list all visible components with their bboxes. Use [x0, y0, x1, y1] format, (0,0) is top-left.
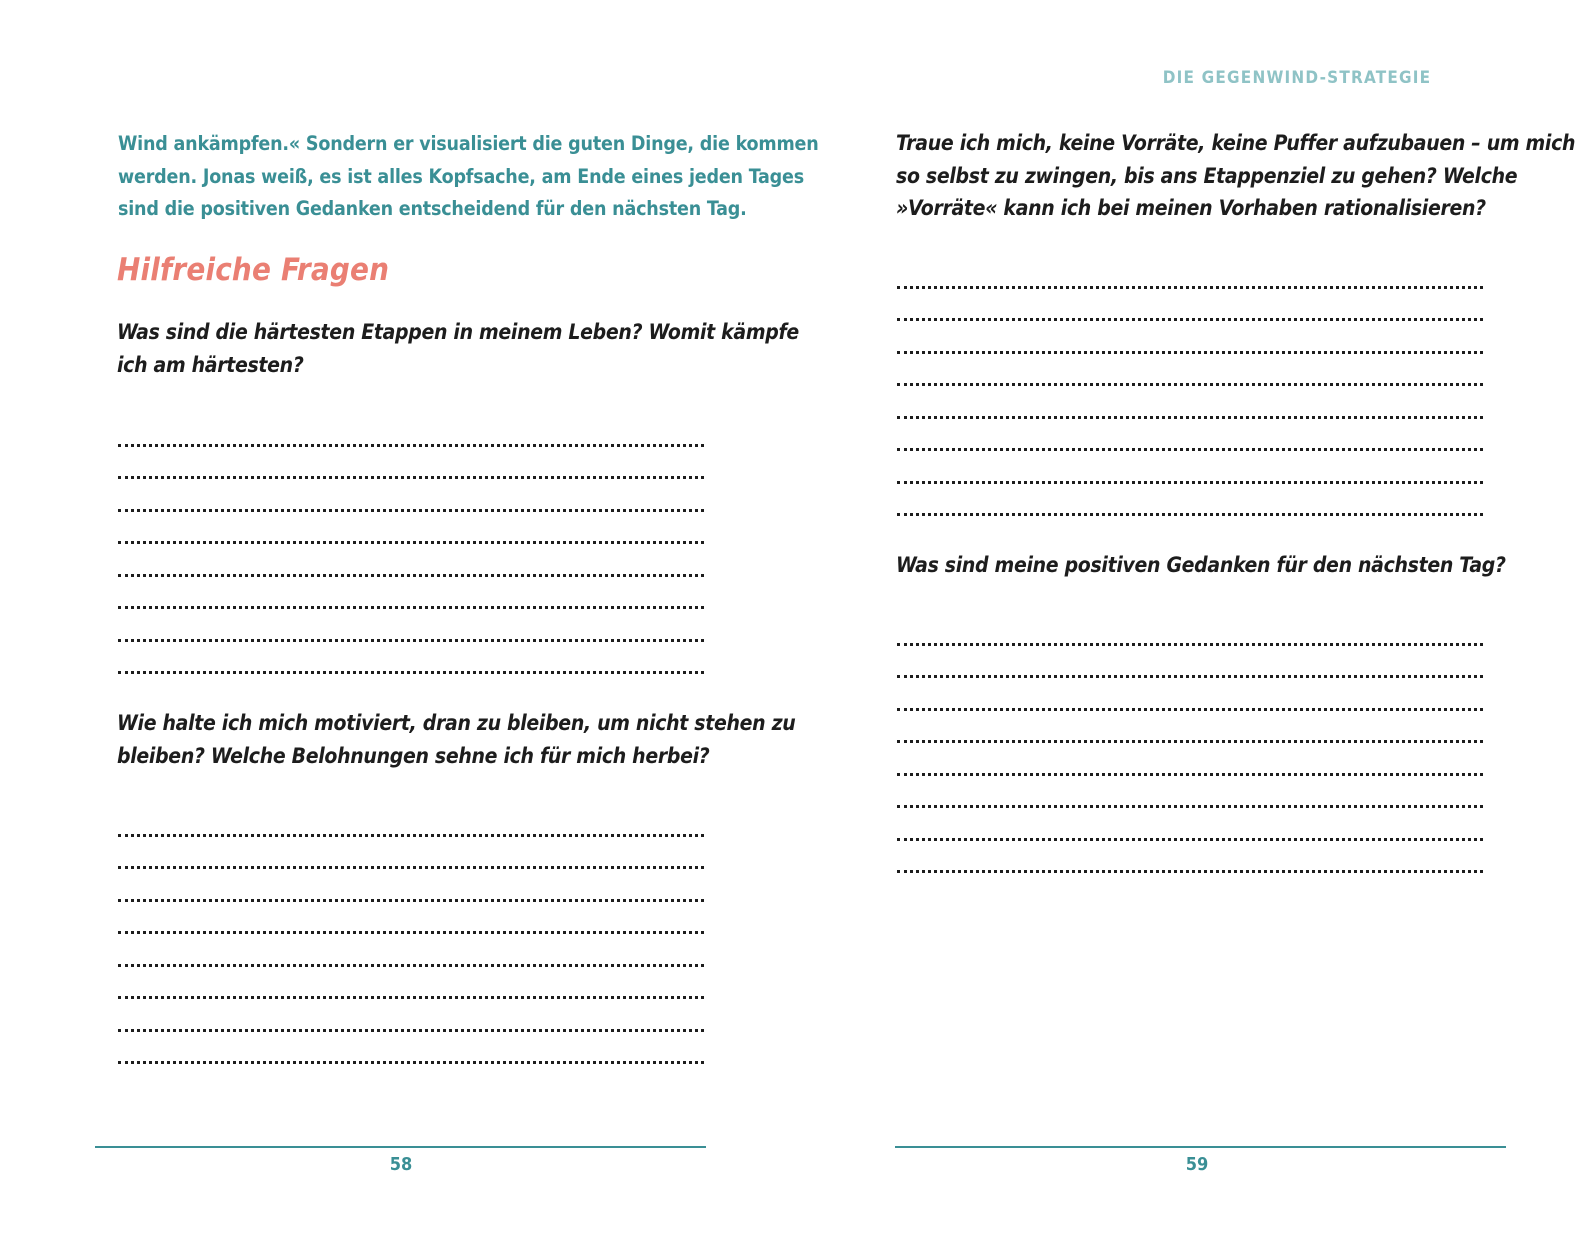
footer-rule [895, 1146, 1506, 1148]
question-hardest-stages [117, 316, 799, 381]
intro-line: werden. Jonas weiß, es ist alles Kopfsache, am Ende eines jeden Tages [118, 164, 804, 188]
intro-paragraph [118, 128, 819, 226]
answer-line[interactable] [118, 934, 704, 967]
answer-line[interactable] [118, 804, 704, 837]
answer-line[interactable] [118, 902, 704, 935]
intro-line: Wind ankämpfen.« Sondern er visualisiert die guten Dinge, die kommen [118, 132, 819, 155]
answer-line[interactable] [897, 776, 1483, 809]
running-header: DIE GEGENWIND-STRATEGIE [1162, 68, 1432, 88]
answer-line[interactable] [118, 447, 704, 480]
answer-line[interactable] [118, 642, 704, 675]
page-number: 58 [389, 1154, 413, 1175]
answer-line[interactable] [118, 967, 704, 1000]
answer-line[interactable] [897, 646, 1483, 679]
answer-line[interactable] [897, 484, 1483, 517]
answer-line[interactable] [118, 414, 704, 447]
answer-line[interactable] [118, 512, 704, 545]
answer-lines-3[interactable] [897, 256, 1483, 516]
answer-line[interactable] [897, 613, 1483, 646]
question-reserves [896, 127, 1576, 225]
answer-line[interactable] [897, 419, 1483, 452]
question-line: ich am härtesten? [117, 352, 304, 377]
question-motivation [117, 707, 796, 772]
answer-line[interactable] [897, 256, 1483, 289]
answer-line[interactable] [897, 678, 1483, 711]
page-number: 59 [1185, 1154, 1209, 1175]
question-line: Was sind meine positiven Gedanken für den nächsten Tag? [896, 553, 1506, 577]
question-line: so selbst zu zwingen, bis ans Etappenziel zu gehen? Welche [896, 163, 1518, 188]
footer-rule [95, 1146, 706, 1148]
question-line: Was sind die härtesten Etappen in meinem Leben? Womit kämpfe [117, 320, 799, 344]
question-positive-thoughts [896, 549, 1506, 582]
intro-line: sind die positiven Gedanken entscheidend für den nächsten Tag. [118, 197, 747, 220]
answer-line[interactable] [897, 386, 1483, 419]
answer-line[interactable] [118, 1032, 704, 1065]
answer-line[interactable] [118, 999, 704, 1032]
answer-line[interactable] [897, 321, 1483, 354]
answer-line[interactable] [118, 609, 704, 642]
question-line: Wie halte ich mich motiviert, dran zu bleiben, um nicht stehen zu [117, 711, 796, 735]
answer-lines-4[interactable] [897, 613, 1483, 873]
answer-line[interactable] [118, 837, 704, 870]
answer-line[interactable] [897, 354, 1483, 387]
answer-line[interactable] [118, 544, 704, 577]
answer-line[interactable] [897, 743, 1483, 776]
question-line: bleiben? Welche Belohnungen sehne ich für mich herbei? [117, 743, 710, 768]
answer-lines-2[interactable] [118, 804, 704, 1064]
answer-line[interactable] [897, 808, 1483, 841]
answer-line[interactable] [897, 841, 1483, 874]
question-line: Traue ich mich, keine Vorräte, keine Puffer aufzubauen – um mich [896, 131, 1576, 155]
answer-line[interactable] [118, 479, 704, 512]
section-heading: Hilfreiche Fragen [117, 252, 390, 288]
question-line: »Vorräte« kann ich bei meinen Vorhaben rationalisieren? [896, 196, 1486, 220]
answer-line[interactable] [118, 577, 704, 610]
answer-line[interactable] [897, 289, 1483, 322]
right-page [797, 0, 1594, 1240]
answer-lines-1[interactable] [118, 414, 704, 674]
answer-line[interactable] [897, 711, 1483, 744]
answer-line[interactable] [118, 869, 704, 902]
answer-line[interactable] [897, 451, 1483, 484]
